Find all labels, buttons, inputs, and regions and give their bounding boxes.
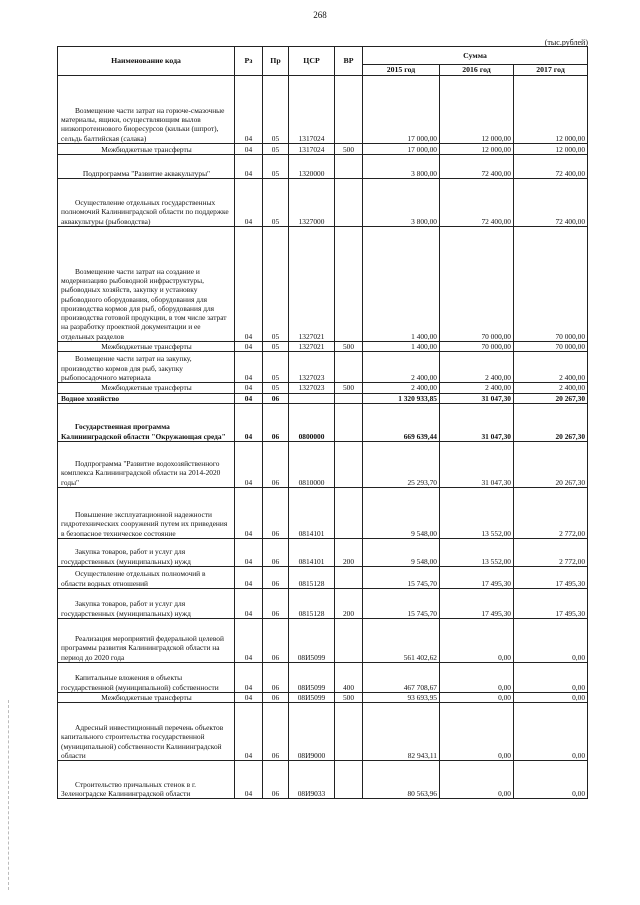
cell-pr: 05 bbox=[263, 179, 289, 227]
cell-pr: 06 bbox=[263, 618, 289, 662]
cell-csr: 1317024 bbox=[289, 76, 335, 144]
cell-y2015: 82 943,11 bbox=[363, 703, 440, 761]
cell-y2016: 0,00 bbox=[440, 662, 514, 692]
cell-y2017: 17 495,30 bbox=[514, 588, 588, 618]
cell-csr: 1327021 bbox=[289, 227, 335, 342]
cell-name: Межбюджетные трансферты bbox=[58, 692, 235, 702]
cell-y2016: 12 000,00 bbox=[440, 76, 514, 144]
cell-y2016: 13 552,00 bbox=[440, 538, 514, 566]
cell-y2015: 2 400,00 bbox=[363, 383, 440, 393]
cell-y2016: 70 000,00 bbox=[440, 227, 514, 342]
cell-name: Возмещение части затрат на закупку, производство кормов для рыб, закупку рыбопосадочного материала bbox=[58, 352, 235, 383]
cell-csr bbox=[289, 393, 335, 403]
cell-csr: 08И5099 bbox=[289, 662, 335, 692]
cell-rz: 04 bbox=[235, 566, 263, 588]
cell-y2016: 72 400,00 bbox=[440, 155, 514, 179]
cell-name: Адресный инвестиционный перечень объектов капитального строительства государственной (муниципальной) собственности Калининградской области bbox=[58, 703, 235, 761]
cell-pr: 05 bbox=[263, 144, 289, 155]
cell-y2017: 20 267,30 bbox=[514, 441, 588, 487]
table-row bbox=[58, 441, 588, 487]
cell-y2016: 17 495,30 bbox=[440, 566, 514, 588]
cell-rz: 04 bbox=[235, 342, 263, 352]
cell-csr: 0814101 bbox=[289, 538, 335, 566]
cell-y2015: 25 293,70 bbox=[363, 441, 440, 487]
cell-y2017: 17 495,30 bbox=[514, 566, 588, 588]
cell-y2017: 0,00 bbox=[514, 761, 588, 799]
cell-rz: 04 bbox=[235, 618, 263, 662]
table-row bbox=[58, 352, 588, 383]
cell-csr: 1327023 bbox=[289, 352, 335, 383]
cell-rz: 04 bbox=[235, 703, 263, 761]
cell-rz: 04 bbox=[235, 227, 263, 342]
cell-y2017: 70 000,00 bbox=[514, 227, 588, 342]
cell-name: Осуществление отдельных государственных полномочий Калининградской области по поддержке аквакультуры (рыбоводства) bbox=[58, 179, 235, 227]
cell-y2016: 13 552,00 bbox=[440, 487, 514, 538]
cell-rz: 04 bbox=[235, 761, 263, 799]
cell-csr: 08И5099 bbox=[289, 618, 335, 662]
header-name: Наименование кода bbox=[58, 47, 235, 76]
cell-pr: 06 bbox=[263, 393, 289, 403]
cell-y2016: 0,00 bbox=[440, 618, 514, 662]
cell-vr: 500 bbox=[335, 144, 363, 155]
table-row bbox=[58, 692, 588, 702]
cell-y2015: 561 402,62 bbox=[363, 618, 440, 662]
cell-y2016: 12 000,00 bbox=[440, 144, 514, 155]
cell-vr bbox=[335, 618, 363, 662]
cell-y2015: 1 400,00 bbox=[363, 227, 440, 342]
cell-vr bbox=[335, 352, 363, 383]
cell-y2017: 72 400,00 bbox=[514, 155, 588, 179]
cell-pr: 05 bbox=[263, 342, 289, 352]
cell-y2016: 70 000,00 bbox=[440, 342, 514, 352]
cell-y2016: 2 400,00 bbox=[440, 352, 514, 383]
cell-pr: 06 bbox=[263, 538, 289, 566]
header-2017: 2017 год bbox=[514, 65, 588, 76]
cell-y2017: 72 400,00 bbox=[514, 179, 588, 227]
cell-pr: 06 bbox=[263, 566, 289, 588]
table-row bbox=[58, 588, 588, 618]
cell-rz: 04 bbox=[235, 144, 263, 155]
cell-csr: 1327021 bbox=[289, 342, 335, 352]
cell-pr: 06 bbox=[263, 692, 289, 702]
cell-csr: 1327000 bbox=[289, 179, 335, 227]
cell-pr: 05 bbox=[263, 155, 289, 179]
cell-name: Государственная программа Калининградской области "Окружающая среда" bbox=[58, 403, 235, 441]
cell-name: Межбюджетные трансферты bbox=[58, 342, 235, 352]
cell-vr: 200 bbox=[335, 588, 363, 618]
cell-y2017: 12 000,00 bbox=[514, 144, 588, 155]
budget-table bbox=[57, 46, 588, 799]
table-row bbox=[58, 761, 588, 799]
cell-rz: 04 bbox=[235, 403, 263, 441]
cell-vr bbox=[335, 76, 363, 144]
cell-name: Возмещение части затрат на создание и модернизацию рыбоводной инфраструктуры, рыбоводных хозяйств, закупку и установку рыбоводного оборудования, оборудования для производства кормов для рыб, оборудования для производства готовой продукции, в том числе затрат на разработку проектной документации и ее отдельных разделов bbox=[58, 227, 235, 342]
cell-csr: 08И5099 bbox=[289, 692, 335, 702]
cell-name: Возмещение части затрат на горюче-смазочные материалы, ящики, осуществляющим вылов низкопротеинового биоресурсов (кильки (шпрот), сельдь балтийская (салака) bbox=[58, 76, 235, 144]
table-row bbox=[58, 76, 588, 144]
cell-rz: 04 bbox=[235, 383, 263, 393]
cell-csr: 1320000 bbox=[289, 155, 335, 179]
cell-csr: 1327023 bbox=[289, 383, 335, 393]
cell-pr: 05 bbox=[263, 227, 289, 342]
cell-pr: 06 bbox=[263, 487, 289, 538]
cell-vr bbox=[335, 441, 363, 487]
cell-rz: 04 bbox=[235, 393, 263, 403]
cell-rz: 04 bbox=[235, 662, 263, 692]
cell-pr: 06 bbox=[263, 761, 289, 799]
cell-y2016: 31 047,30 bbox=[440, 393, 514, 403]
cell-pr: 05 bbox=[263, 383, 289, 393]
table-row bbox=[58, 227, 588, 342]
cell-vr bbox=[335, 179, 363, 227]
cell-name: Капитальные вложения в объекты государственной (муниципальной) собственности bbox=[58, 662, 235, 692]
cell-y2015: 9 548,00 bbox=[363, 487, 440, 538]
table-row bbox=[58, 487, 588, 538]
cell-rz: 04 bbox=[235, 487, 263, 538]
cell-y2015: 1 320 933,85 bbox=[363, 393, 440, 403]
cell-rz: 04 bbox=[235, 538, 263, 566]
units-label: (тыс.рублей) bbox=[544, 38, 588, 47]
header-rz: Рз bbox=[235, 47, 263, 76]
cell-y2016: 17 495,30 bbox=[440, 588, 514, 618]
cell-y2015: 3 800,00 bbox=[363, 179, 440, 227]
cell-vr: 500 bbox=[335, 692, 363, 702]
header-2016: 2016 год bbox=[440, 65, 514, 76]
cell-y2015: 80 563,96 bbox=[363, 761, 440, 799]
cell-rz: 04 bbox=[235, 76, 263, 144]
cell-y2017: 12 000,00 bbox=[514, 76, 588, 144]
table-row bbox=[58, 566, 588, 588]
cell-vr: 500 bbox=[335, 342, 363, 352]
cell-y2017: 2 772,00 bbox=[514, 487, 588, 538]
cell-vr bbox=[335, 761, 363, 799]
cell-vr: 400 bbox=[335, 662, 363, 692]
cell-rz: 04 bbox=[235, 441, 263, 487]
cell-rz: 04 bbox=[235, 155, 263, 179]
table-row bbox=[58, 403, 588, 441]
cell-csr: 0810000 bbox=[289, 441, 335, 487]
cell-y2017: 20 267,30 bbox=[514, 393, 588, 403]
cell-name: Осуществление отдельных полномочий в области водных отношений bbox=[58, 566, 235, 588]
cell-y2016: 0,00 bbox=[440, 761, 514, 799]
cell-name: Строительство причальных стенок в г. Зеленоградске Калининградской области bbox=[58, 761, 235, 799]
table-row bbox=[58, 383, 588, 393]
cell-csr: 08И9033 bbox=[289, 761, 335, 799]
header-sum: Сумма bbox=[363, 47, 588, 65]
cell-csr: 0815128 bbox=[289, 588, 335, 618]
cell-csr: 08И9000 bbox=[289, 703, 335, 761]
cell-name: Межбюджетные трансферты bbox=[58, 383, 235, 393]
cell-vr bbox=[335, 566, 363, 588]
cell-pr: 06 bbox=[263, 403, 289, 441]
cell-vr: 200 bbox=[335, 538, 363, 566]
header-csr: ЦСР bbox=[289, 47, 335, 76]
cell-rz: 04 bbox=[235, 352, 263, 383]
table-row bbox=[58, 703, 588, 761]
cell-y2016: 72 400,00 bbox=[440, 179, 514, 227]
table-row bbox=[58, 155, 588, 179]
cell-y2016: 31 047,30 bbox=[440, 441, 514, 487]
cell-y2015: 2 400,00 bbox=[363, 352, 440, 383]
cell-csr: 0800000 bbox=[289, 403, 335, 441]
cell-y2017: 2 400,00 bbox=[514, 383, 588, 393]
cell-y2015: 1 400,00 bbox=[363, 342, 440, 352]
cell-y2015: 669 639,44 bbox=[363, 403, 440, 441]
cell-y2015: 17 000,00 bbox=[363, 76, 440, 144]
cell-y2017: 2 772,00 bbox=[514, 538, 588, 566]
cell-y2015: 3 800,00 bbox=[363, 155, 440, 179]
cell-y2016: 0,00 bbox=[440, 692, 514, 702]
cell-pr: 06 bbox=[263, 588, 289, 618]
cell-y2015: 15 745,70 bbox=[363, 588, 440, 618]
table-row bbox=[58, 179, 588, 227]
cell-csr: 0814101 bbox=[289, 487, 335, 538]
cell-rz: 04 bbox=[235, 692, 263, 702]
cell-rz: 04 bbox=[235, 588, 263, 618]
cell-y2015: 467 708,67 bbox=[363, 662, 440, 692]
table-row bbox=[58, 144, 588, 155]
cell-name: Подпрограмма "Развитие аквакультуры" bbox=[58, 155, 235, 179]
table-row bbox=[58, 538, 588, 566]
cell-y2016: 31 047,30 bbox=[440, 403, 514, 441]
cell-pr: 06 bbox=[263, 662, 289, 692]
cell-vr bbox=[335, 393, 363, 403]
cell-vr bbox=[335, 403, 363, 441]
cell-y2016: 2 400,00 bbox=[440, 383, 514, 393]
cell-rz: 04 bbox=[235, 179, 263, 227]
cell-pr: 05 bbox=[263, 352, 289, 383]
cell-y2016: 0,00 bbox=[440, 703, 514, 761]
table-row bbox=[58, 393, 588, 403]
cell-y2015: 17 000,00 bbox=[363, 144, 440, 155]
page-number: 268 bbox=[313, 10, 327, 20]
cell-y2017: 0,00 bbox=[514, 703, 588, 761]
header-vr: ВР bbox=[335, 47, 363, 76]
header-2015: 2015 год bbox=[363, 65, 440, 76]
cell-name: Закупка товаров, работ и услуг для государственных (муниципальных) нужд bbox=[58, 538, 235, 566]
cell-vr bbox=[335, 227, 363, 342]
table-row bbox=[58, 662, 588, 692]
cell-vr bbox=[335, 487, 363, 538]
cell-name: Подпрограмма "Развитие водохозяйственного комплекса Калининградской области на 2014-2020 годы" bbox=[58, 441, 235, 487]
table-body bbox=[58, 76, 588, 799]
cell-y2015: 15 745,70 bbox=[363, 566, 440, 588]
cell-y2017: 20 267,30 bbox=[514, 403, 588, 441]
cell-csr: 0815128 bbox=[289, 566, 335, 588]
table-row bbox=[58, 618, 588, 662]
cell-y2017: 0,00 bbox=[514, 692, 588, 702]
cell-name: Повышение эксплуатационной надежности гидротехнических сооружений путем их приведения в безопасное техническое состояние bbox=[58, 487, 235, 538]
cell-vr bbox=[335, 155, 363, 179]
cell-y2017: 0,00 bbox=[514, 618, 588, 662]
table-row bbox=[58, 342, 588, 352]
cell-pr: 06 bbox=[263, 703, 289, 761]
cell-name: Закупка товаров, работ и услуг для государственных (муниципальных) нужд bbox=[58, 588, 235, 618]
cell-pr: 05 bbox=[263, 76, 289, 144]
cell-y2017: 2 400,00 bbox=[514, 352, 588, 383]
cell-y2017: 70 000,00 bbox=[514, 342, 588, 352]
scan-edge-mark bbox=[8, 700, 10, 890]
cell-csr: 1317024 bbox=[289, 144, 335, 155]
cell-name: Реализация мероприятий федеральной целевой программы развития Калининградской области на период до 2020 года bbox=[58, 618, 235, 662]
cell-pr: 06 bbox=[263, 441, 289, 487]
cell-name: Межбюджетные трансферты bbox=[58, 144, 235, 155]
cell-vr bbox=[335, 703, 363, 761]
cell-y2017: 0,00 bbox=[514, 662, 588, 692]
cell-y2015: 93 693,95 bbox=[363, 692, 440, 702]
cell-y2015: 9 548,00 bbox=[363, 538, 440, 566]
cell-name: Водное хозяйство bbox=[58, 393, 235, 403]
header-pr: Пр bbox=[263, 47, 289, 76]
cell-vr: 500 bbox=[335, 383, 363, 393]
